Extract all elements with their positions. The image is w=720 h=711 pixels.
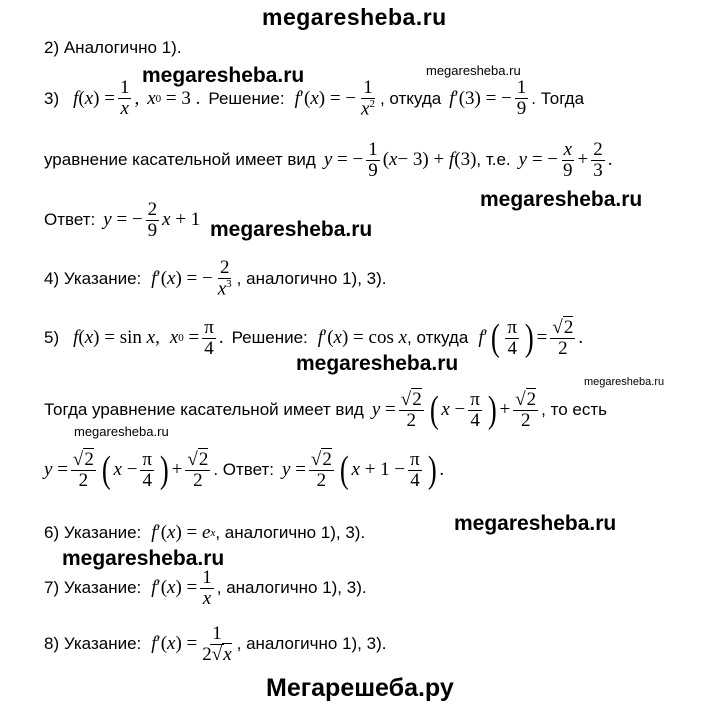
watermark-9: megaresheba.ru [62, 547, 225, 570]
watermark-6: megaresheba.ru [584, 376, 665, 388]
item-3-function: f [73, 87, 79, 109]
item-3-solution-label: Решение: [208, 88, 285, 108]
item-3-number: 3) [44, 88, 60, 108]
item-8-tail: , аналогично 1), 3). [236, 634, 387, 654]
item-5-tangent-text: Тогда уравнение касательной имеет вид [44, 400, 364, 420]
item-3-then: . Тогда [531, 88, 585, 108]
item-5-number: 5) [44, 328, 60, 348]
item-6-hint-label: 6) Указание: [44, 523, 142, 542]
item-4-hint-label: 4) Указание: [44, 268, 142, 288]
item-3-line-1: 3) f ( x ) = $\frac{1}{x}$ , x 0 = 3 . Решение: f ′( x ) = − $\frac{1}{x^2}$ , откуда f ′(3) = − $\frac{1}{9}$ . Тогда [44, 77, 585, 120]
item-5-line-2: Тогда уравнение касательной имеет вид y = $\frac{√2}{2}$ ( x − $\frac{\pi}{4}$ ) + $\frac{√2}{2}$ , то есть [44, 389, 607, 432]
item-5-solution-label: Решение: [231, 328, 308, 348]
item-3-ie: , т.е. [476, 150, 511, 170]
item-3-answer: Ответ: y = − $\frac{2}{9}$ x + 1 [44, 199, 201, 241]
item-3-answer-label: Ответ: [44, 210, 96, 230]
item-3-fraction: $\frac{1}{x}$ [119, 77, 130, 120]
item-5-line-3: y = $\frac{√2}{2}$ ( x − $\frac{\pi}{4}$ ) + $\frac{√2}{2}$ . Ответ: y = $\frac{√2}{2}$ ( x + 1 − $\frac{\pi}{4}$ ) . [44, 449, 445, 492]
watermark-8: megaresheba.ru [454, 512, 617, 535]
watermark-top: megaresheba.ru [262, 4, 447, 30]
watermark-2: megaresheba.ru [426, 63, 521, 78]
item-2 [44, 38, 182, 58]
item-4: 4) Указание: f ′( x ) = − $\frac{2}{x^3}$ , аналогично 1), 3). [44, 257, 387, 300]
item-5-thatis: , то есть [541, 400, 607, 420]
item-6-tail: , аналогично 1), 3). [215, 523, 366, 542]
item-8: 8) Указание: f ′( x ) = $\frac{1}{2√x}$ , аналогично 1), 3). [44, 623, 387, 665]
item-8-hint-label: 8) Указание: [44, 634, 142, 654]
item-3-line-2: уравнение касательной имеет вид y = − $\frac{1}{9}$ ( x − 3) + f (3) , т.е. y = − $\frac{x}{9}$ + $\frac{2}{3}$ . [44, 139, 613, 181]
item-7-tail: , аналогично 1), 3). [216, 578, 367, 598]
item-3-tangent-text: уравнение касательной имеет вид [44, 150, 316, 170]
item-5-line-1: 5) f ( x ) = sin x , x 0 = $\frac{\pi}{4}$ . Решение: f ′( x ) = cos x , откуда f ′ ( $\frac{\pi}{4}$ ) = $\frac{√2}{2}$ . [44, 317, 584, 360]
item-5-answer-label: . Ответ: [213, 460, 275, 480]
item-7-hint-label: 7) Указание: [44, 578, 142, 598]
footer-site-name: Мегарешеба.ру [266, 674, 454, 702]
watermark-5: megaresheba.ru [296, 352, 459, 375]
item-3-whence: , откуда [379, 88, 442, 108]
watermark-3: megaresheba.ru [480, 188, 643, 211]
item-4-tail: , аналогично 1), 3). [236, 268, 387, 288]
watermark-4: megaresheba.ru [210, 218, 373, 241]
watermark-7: megaresheba.ru [74, 424, 169, 439]
item-2-text: 2) Аналогично 1). [44, 38, 182, 57]
item-5-whence: , откуда [407, 328, 469, 348]
item-7: 7) Указание: f ′( x ) = $\frac{1}{x}$ , аналогично 1), 3). [44, 567, 367, 609]
item-6: 6) Указание: f ′( x ) = e x , аналогично 1), 3). [44, 522, 366, 543]
watermark-1: megaresheba.ru [142, 64, 305, 87]
